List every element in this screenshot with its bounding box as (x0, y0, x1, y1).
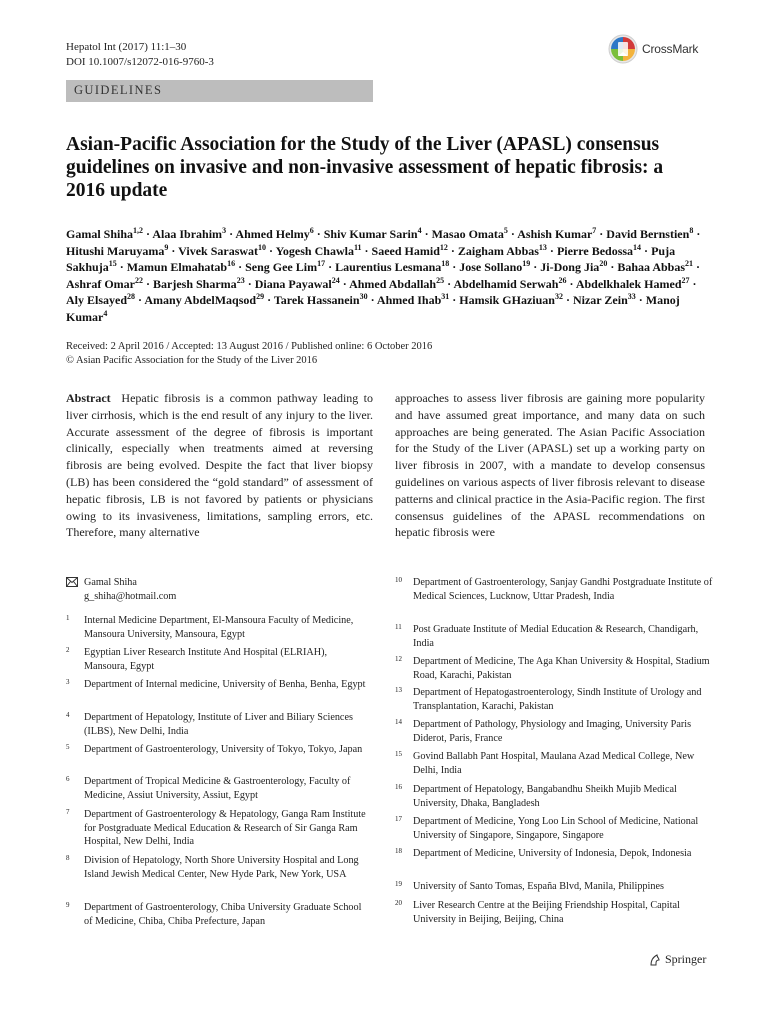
author-affiliation-ref: 17 (317, 259, 326, 268)
author-affiliation-ref: 27 (681, 275, 690, 285)
author-name[interactable]: Ahmed Ihab (376, 293, 442, 307)
author-entry (66, 277, 143, 291)
author-entry (178, 244, 266, 258)
author-entry (557, 244, 641, 258)
author-entry (377, 293, 449, 307)
author-entry (459, 260, 530, 274)
author-entry (152, 227, 226, 241)
author-name[interactable]: Tarek Hassanein (273, 293, 360, 307)
affiliation-17: 17 Department of Medicine, Yong Loo Lin School of Medicine, National University of Singapore, Singapore, Singapore (395, 815, 699, 841)
author-name[interactable]: Manoj Kumar (66, 293, 680, 324)
author-name[interactable]: Hamsik GHaziuan (459, 293, 555, 307)
author-affiliation-ref: 1,2 (133, 226, 144, 235)
author-name[interactable]: Aly Elsayed (66, 293, 128, 307)
author-affiliation-ref: 14 (633, 242, 642, 252)
affiliation-14: 14 Department of Pathology, Physiology and Imaging, University Paris Diderot, Paris, France (395, 718, 692, 744)
author-entry (66, 244, 168, 258)
author-affiliation-ref: 5 (503, 226, 508, 235)
author-name[interactable]: Nizar Zein (572, 293, 628, 307)
author-name[interactable]: Hitushi Maruyama (66, 243, 165, 258)
author-name[interactable]: Puja Sakhuja (66, 243, 676, 274)
affiliation-20: 20 Liver Research Centre at the Beijing Friendship Hospital, Capital University in Beijing, Beijing, China (395, 899, 680, 925)
author-entry (372, 244, 448, 258)
affiliation-7: 7 Department of Gastroenterology & Hepatology, Ganga Ram Institute for Postgraduate Medical Education & Research of Sir Ganga Ram Hospital, New Delhi, India (66, 808, 366, 848)
author-affiliation-ref: 8 (689, 226, 694, 235)
correspondence (66, 576, 366, 603)
author-affiliation-ref: 6 (309, 226, 314, 235)
section-banner (66, 80, 373, 102)
author-name[interactable]: Amany AbdelMaqsod (144, 293, 257, 307)
author-name[interactable]: Abdelhamid Serwah (453, 276, 559, 291)
affiliation-19: 19 University of Santo Tomas, España Blvd, Manila, Philippines (395, 880, 664, 892)
envelope-icon (66, 577, 78, 587)
author-affiliation-ref: 30 (359, 292, 368, 301)
affiliation-8: 8 Division of Hepatology, North Shore University Hospital and Long Island Jewish Medical Center, New Hyde Park, New York, USA (66, 854, 359, 880)
copyright-line: © Asian Pacific Association for the Study of the Liver 2016 (66, 355, 318, 366)
author-affiliation-ref: 15 (108, 259, 117, 268)
author-name[interactable]: Masao Omata (431, 227, 504, 241)
author-name[interactable]: Ahmed Helmy (235, 227, 310, 241)
author-affiliation-ref: 16 (227, 259, 236, 268)
author-name[interactable]: Laurentius Lesmana (335, 260, 442, 274)
abstract-text-left: Hepatic fibrosis is a common pathway leading to liver cirrhosis, which is the end result of any injury to the liver. Accurate assessment of the degree of fibrosis is important clinically, especially when treatments aimed at reversing fibrosis are being evolved. Despite the fact that liver biopsy (LB) has been considered the “gold standard” of assessment of hepatic fibrosis, LB is not favored by patients or physicians owing to its invasiveness, limitations, sampling errors, etc. Therefore, many alternative (66, 391, 374, 540)
author-affiliation-ref: 25 (436, 275, 445, 285)
author-entry (517, 227, 596, 241)
affiliation-10: 10 Department of Gastroenterology, Sanjay Gandhi Postgraduate Institute of Medical Sciences, Lucknow, Uttar Pradesh, India (395, 576, 713, 602)
author-entry (606, 227, 693, 241)
author-affiliation-ref: 7 (592, 226, 597, 235)
publisher-mark (648, 952, 706, 967)
author-entry (335, 260, 449, 274)
author-name[interactable]: Shiv Kumar Sarin (323, 227, 418, 241)
author-name[interactable]: Jose Sollano (459, 260, 523, 274)
author-name[interactable]: Ahmed Abdallah (349, 276, 437, 291)
author-name[interactable]: Mamun Elmahatab (126, 260, 228, 274)
author-affiliation-ref: 9 (164, 242, 169, 252)
affiliation-13: 13 Department of Hepatogastroenterology, Sindh Institute of Urology and Transplantation, Karachi, Pakistan (395, 686, 702, 712)
author-affiliation-ref: 22 (135, 275, 143, 285)
author-affiliation-ref: 21 (685, 259, 694, 268)
author-entry (144, 293, 264, 307)
affiliation-1: 1 Internal Medicine Department, El-Mansoura Faculty of Medicine, Mansoura University, Mansoura, Egypt (66, 614, 354, 640)
affiliation-9: 9 Department of Gastroenterology, Chiba University Graduate School of Medicine, Chiba, Chiba Prefecture, Japan (66, 901, 362, 927)
author-name[interactable]: Saeed Hamid (371, 243, 440, 258)
article-title: Asian-Pacific Association for the Study of the Liver (APASL) consensus guidelines on invasive and non-invasive assessment of hepatic fibrosis: a 2016 update (66, 134, 664, 201)
affiliation-2: 2 Egyptian Liver Research Institute And Hospital (ELRIAH), Mansoura, Egypt (66, 646, 328, 672)
author-entry (459, 293, 563, 307)
author-entry (458, 244, 547, 258)
author-entry (274, 293, 368, 307)
author-entry (276, 244, 362, 258)
author-entry (349, 277, 444, 291)
author-affiliation-ref: 28 (127, 292, 136, 301)
author-entry (66, 293, 135, 307)
author-name[interactable]: Ashraf Omar (66, 276, 135, 291)
author-name[interactable]: Bahaa Abbas (617, 260, 686, 274)
author-entry (324, 227, 422, 241)
author-list: Gamal Shiha$^{1,2}$ · Alaa Ibrahim$^3$ · Ahmed Helmy$^6$ · Shiv Kumar Sarin$^4$ · Masao Omata$^5$ · Ashish Kumar$^7$ · David Bernstien$^8$ · Hitushi Maruyama$^9$ · Vivek Saraswat$^{10}$ · Yogesh Chawla$^{11}$ · Saeed Hamid$^{12}$ · Zaigham Abbas$^{13}$ · Pierre Bedossa$^{14}$ · Puja Sakhuja$^{15}$ · Mamun Elmahatab$^{16}$ · Seng Gee Lim$^{17}$ · Laurentius Lesmana$^{18}$ · Jose Sollano$^{19}$ · Ji-Dong Jia$^{20}$ · Bahaa Abbas$^{21}$ · Ashraf Omar$^{22}$ · Barjesh Sharma$^{23}$ · Diana Payawal$^{24}$ · Ahmed Abdallah$^{25}$ · Abdelhamid Serwah$^{26}$ · Abdelkhalek Hamed$^{27}$ · Aly Elsayed$^{28}$ · Amany AbdelMaqsod$^{29}$ · Tarek Hassanein$^{30}$ · Ahmed Ihab$^{31}$ · Hamsik GHaziuan$^{32}$ · Nizar Zein$^{33}$ · Manoj Kumar$^4$ (66, 226, 701, 324)
author-name[interactable]: Alaa Ibrahim (152, 227, 223, 241)
journal-header (66, 40, 214, 70)
crossmark-label: CrossMark (642, 42, 699, 56)
section-label: GUIDELINES (74, 83, 163, 97)
author-name[interactable]: Ji-Dong Jia (540, 260, 600, 274)
abstract-text-right: approaches to assess liver fibrosis are gaining more popularity and have assumed great importance, and many data on such approaches are being generated. The Asian Pacific Association for the Study of the Liver (APASL) set up a working party on liver fibrosis in 2007, with a mandate to develop consensus guidelines on various aspects of liver fibrosis relevant to disease patterns and clinical practice in the Asia-Pacific region. The first consensus guidelines of the APASL recommendations on hepatic fibrosis were (395, 391, 705, 540)
abstract-left-column (66, 390, 373, 541)
author-name[interactable]: Yogesh Chawla (275, 243, 354, 258)
affiliation-6: 6 Department of Tropical Medicine & Gastroenterology, Faculty of Medicine, Assiut University, Assiut, Egypt (66, 775, 351, 801)
affiliation-18: 18 Department of Medicine, University of Indonesia, Depok, Indonesia (395, 847, 692, 859)
author-name[interactable]: Pierre Bedossa (556, 243, 634, 258)
author-entry (127, 260, 235, 274)
author-affiliation-ref: 32 (554, 292, 563, 301)
author-entry (573, 293, 636, 307)
author-affiliation-ref: 29 (256, 292, 265, 301)
author-entry (66, 227, 143, 241)
crossmark-badge[interactable] (608, 34, 698, 64)
author-affiliation-ref: 4 (417, 226, 422, 235)
author-name[interactable]: Diana Payawal (254, 276, 332, 291)
publisher-name: Springer (665, 952, 707, 966)
author-name[interactable]: Gamal Shiha (66, 227, 134, 241)
author-name[interactable]: Barjesh Sharma (153, 276, 237, 291)
author-affiliation-ref: 23 (236, 275, 245, 285)
article-dates (66, 340, 432, 368)
author-affiliation-ref: 10 (258, 242, 267, 252)
doi-link[interactable]: DOI 10.1007/s12072-016-9760-3 (66, 56, 214, 68)
author-affiliation-ref: 3 (222, 226, 227, 235)
author-entry (432, 227, 508, 241)
affiliation-5: 5 Department of Gastroenterology, University of Tokyo, Tokyo, Japan (66, 743, 363, 755)
author-name[interactable]: Abdelkhalek Hamed (575, 276, 682, 291)
author-affiliation-ref: 4 (103, 308, 108, 318)
correspondence-email[interactable]: g_shiha@hotmail.com (84, 590, 177, 602)
affiliation-11: 11 Post Graduate Institute of Medial Education & Research, Chandigarh, India (395, 623, 699, 649)
author-affiliation-ref: 31 (441, 292, 450, 301)
author-entry (235, 227, 313, 241)
abstract-heading: Abstract (66, 391, 111, 405)
author-name[interactable]: Zaigham Abbas (457, 243, 539, 258)
author-entry (540, 260, 607, 274)
author-entry (255, 277, 340, 291)
author-entry (617, 260, 693, 274)
affiliation-16: 16 Department of Hepatology, Bangabandhu Sheikh Mujib Medical University, Dhaka, Bangladesh (395, 783, 677, 809)
author-affiliation-ref: 24 (331, 275, 340, 285)
publication-history: Received: 2 April 2016 / Accepted: 13 August 2016 / Published online: 6 October 2016 (66, 341, 433, 352)
author-name[interactable]: Vivek Saraswat (178, 243, 259, 258)
springer-horse-icon (648, 953, 662, 967)
author-affiliation-ref: 11 (353, 242, 362, 252)
author-affiliation-ref: 19 (522, 259, 531, 268)
author-affiliation-ref: 33 (627, 292, 636, 301)
author-entry (576, 277, 690, 291)
author-affiliation-ref: 12 (439, 242, 448, 252)
author-affiliation-ref: 18 (441, 259, 450, 268)
author-name[interactable]: David Bernstien (606, 227, 690, 241)
affiliation-3: 3 Department of Internal medicine, University of Benha, Benha, Egypt (66, 678, 366, 690)
affiliation-4: 4 Department of Hepatology, Institute of Liver and Biliary Sciences (ILBS), New Delhi, India (66, 711, 353, 737)
abstract-right-column (395, 390, 705, 541)
correspondence-name: Gamal Shiha (84, 577, 137, 588)
author-entry (453, 277, 566, 291)
author-affiliation-ref: 26 (558, 275, 567, 285)
author-affiliation-ref: 20 (599, 259, 608, 268)
journal-citation: Hepatol Int (2017) 11:1–30 (66, 41, 187, 53)
author-name[interactable]: Ashish Kumar (517, 227, 593, 241)
author-entry (245, 260, 325, 274)
author-entry (153, 277, 245, 291)
crossmark-icon (608, 34, 638, 64)
affiliation-15: 15 Govind Ballabh Pant Hospital, Maulana Azad Medical College, New Delhi, India (395, 750, 695, 776)
affiliation-12: 12 Department of Medicine, The Aga Khan University & Hospital, Stadium Road, Karachi, Pakistan (395, 655, 710, 681)
author-affiliation-ref: 13 (538, 242, 547, 252)
author-name[interactable]: Seng Gee Lim (245, 260, 318, 274)
